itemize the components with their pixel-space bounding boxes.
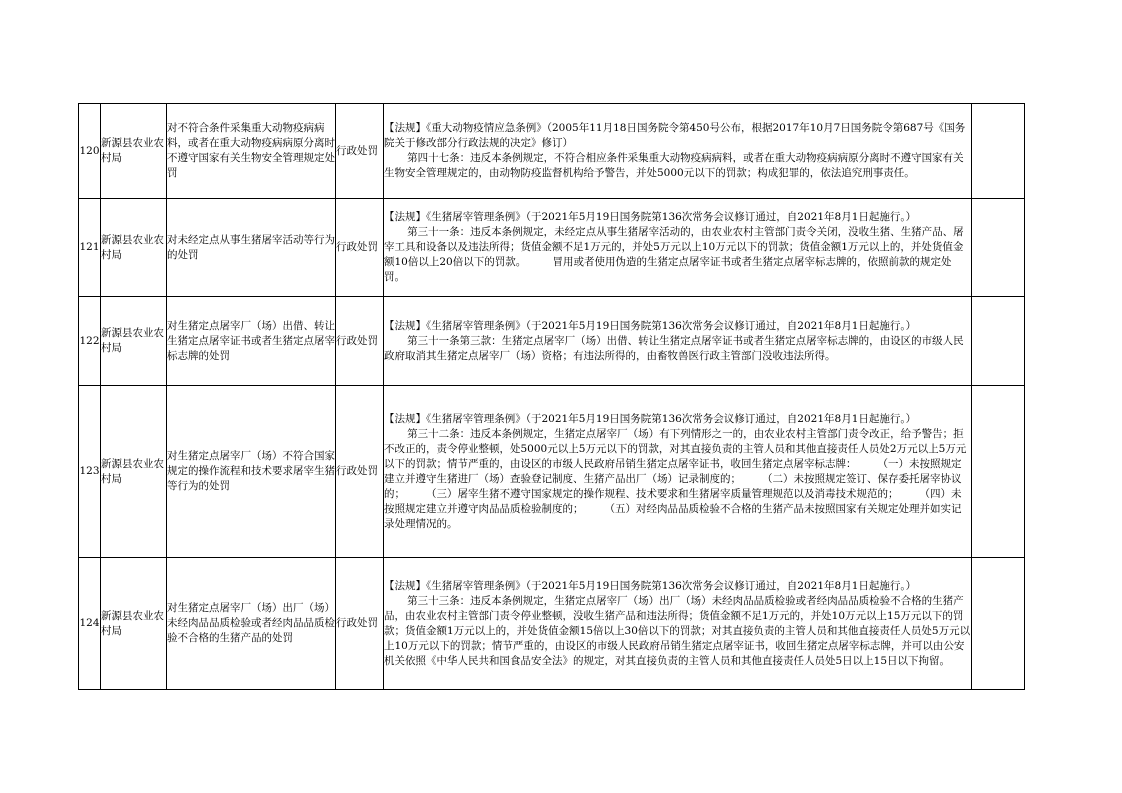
penalty-item: 对未经定点从事生猪屠宰活动等行为的处罚 [167,199,336,297]
legal-basis [384,297,972,386]
legal-basis [384,558,972,690]
table-row [79,199,1025,297]
table-row [79,297,1025,386]
law-reference: 【法规】《生猪屠宰管理条例》（于2021年5月19日国务院第136次常务会议修订通过，自2021年8月1日起施行。） [384,412,917,425]
row-number: 120 [79,104,101,199]
legal-basis [384,199,972,297]
legal-basis [384,386,972,558]
penalty-type: 行政处罚 [336,199,384,297]
law-article: 第四十七条：违反本条例规定，不符合相应条件采集重大动物疫病病料，或者在重大动物疫病病原分离时不遵守国家有关生物安全管理规定的，由动物防疫监督机构给予警告，并处5000元以下的罚款；构成犯罪的，依法追究刑事责任。 [384,152,964,179]
law-reference: 【法规】《生猪屠宰管理条例》（于2021年5月19日国务院第136次常务会议修订通过，自2021年8月1日起施行。） [384,319,917,332]
blank-cell [972,104,1025,199]
blank-cell [972,199,1025,297]
table-row [79,558,1025,690]
penalty-type: 行政处罚 [336,386,384,558]
penalty-item: 对不符合条件采集重大动物疫病病料，或者在重大动物疫病病原分离时不遵守国家有关生物安全管理规定处罚 [167,104,336,199]
penalty-type: 行政处罚 [336,104,384,199]
law-article: 第三十一条：违反本条例规定，未经定点从事生猪屠宰活动的，由农业农村主管部门责令关闭，没收生猪、生猪产品、屠宰工具和设备以及违法所得；货值金额不足1万元的，并处5万元以上10万元以下的罚款；货值金额1万元以上的，并处货值金额10倍以上20倍以下的罚款。 冒用或者使用伪造的生猪定点屠宰证书或者生猪定点屠宰标志牌的，依照前款的规定处罚。 [384,226,964,283]
row-number: 121 [79,199,101,297]
penalty-item: 对生猪定点屠宰厂（场）不符合国家规定的操作流程和技术要求屠宰生猪等行为的处罚 [167,386,336,558]
blank-cell [972,386,1025,558]
law-reference: 【法规】《生猪屠宰管理条例》（于2021年5月19日国务院第136次常务会议修订通过，自2021年8月1日起施行。） [384,579,917,592]
department-name: 新源县农业农村局 [101,104,167,199]
row-number: 124 [79,558,101,690]
penalty-type: 行政处罚 [336,558,384,690]
law-reference: 【法规】《生猪屠宰管理条例》（于2021年5月19日国务院第136次常务会议修订通过，自2021年8月1日起施行。） [384,211,917,223]
law-article: 第三十二条：违反本条例规定，生猪定点屠宰厂（场）有下列情形之一的，由农业农村主管部门责令改正，给予警告；拒不改正的，责令停业整顿，处5000元以上5万元以下的罚款，对其直接负责的主管人员和其他直接责任人员处2万元以上5万元以下的罚款；情节严重的，由设区的市级人民政府吊销生猪定点屠宰证书，收回生猪定点屠宰标志牌： （一）未按照规定建立并遵守生猪进厂（场）查验登记制度、生猪产品出厂（场）记录制度的； （二）未按照规定签订、保存委托屠宰协议的； （三）屠宰生猪不遵守国家规定的操作规程、技术要求和生猪屠宰质量管理规范以及消毒技术规范的； （四）未按照规定建立并遵守肉品品质检验制度的； （五）对经肉品品质检验不合格的生猪产品未按照国家有关规定处理并如实记录处理情况的。 [384,427,967,530]
penalty-type: 行政处罚 [336,297,384,386]
row-number: 122 [79,297,101,386]
legal-basis [384,104,972,199]
department-name: 新源县农业农村局 [101,199,167,297]
penalty-item: 对生猪定点屠宰厂（场）出借、转让生猪定点屠宰证书或者生猪定点屠宰标志牌的处罚 [167,297,336,386]
penalty-table [78,103,1025,690]
department-name: 新源县农业农村局 [101,386,167,558]
department-name: 新源县农业农村局 [101,558,167,690]
row-number: 123 [79,386,101,558]
department-name: 新源县农业农村局 [101,297,167,386]
table-row [79,386,1025,558]
law-article: 第三十三条：违反本条例规定，生猪定点屠宰厂（场）出厂（场）未经肉品品质检验或者经肉品品质检验不合格的生猪产品，由农业农村主管部门责令停业整顿，没收生猪产品和违法所得；货值金额不足1万元的，并处10万元以上15万元以下的罚款；货值金额1万元以上的，并处货值金额15倍以上30倍以下的罚款；对其直接负责的主管人员和其他直接责任人员处5万元以上10万元以下的罚款；情节严重的，由设区的市级人民政府吊销生猪定点屠宰证书，收回生猪定点屠宰标志牌，并可以由公安机关依照《中华人民共和国食品安全法》的规定，对其直接负责的主管人员和其他直接责任人员处5日以上15日以下拘留。 [384,594,971,667]
blank-cell [972,558,1025,690]
law-article: 第三十一条第三款：生猪定点屠宰厂（场）出借、转让生猪定点屠宰证书或者生猪定点屠宰标志牌的，由设区的市级人民政府取消其生猪定点屠宰厂（场）资格；有违法所得的，由畜牧兽医行政主管部门没收违法所得。 [384,334,964,362]
blank-cell [972,297,1025,386]
law-reference: 【法规】《重大动物疫情应急条例》（2005年11月18日国务院令第450号公布，根据2017年10月7日国务院令第687号《国务院关于修改部分行政法规的决定》修订） [384,122,966,149]
penalty-item: 对生猪定点屠宰厂（场）出厂（场）未经肉品品质检验或者经肉品品质检验不合格的生猪产品的处罚 [167,558,336,690]
table-row [79,104,1025,199]
